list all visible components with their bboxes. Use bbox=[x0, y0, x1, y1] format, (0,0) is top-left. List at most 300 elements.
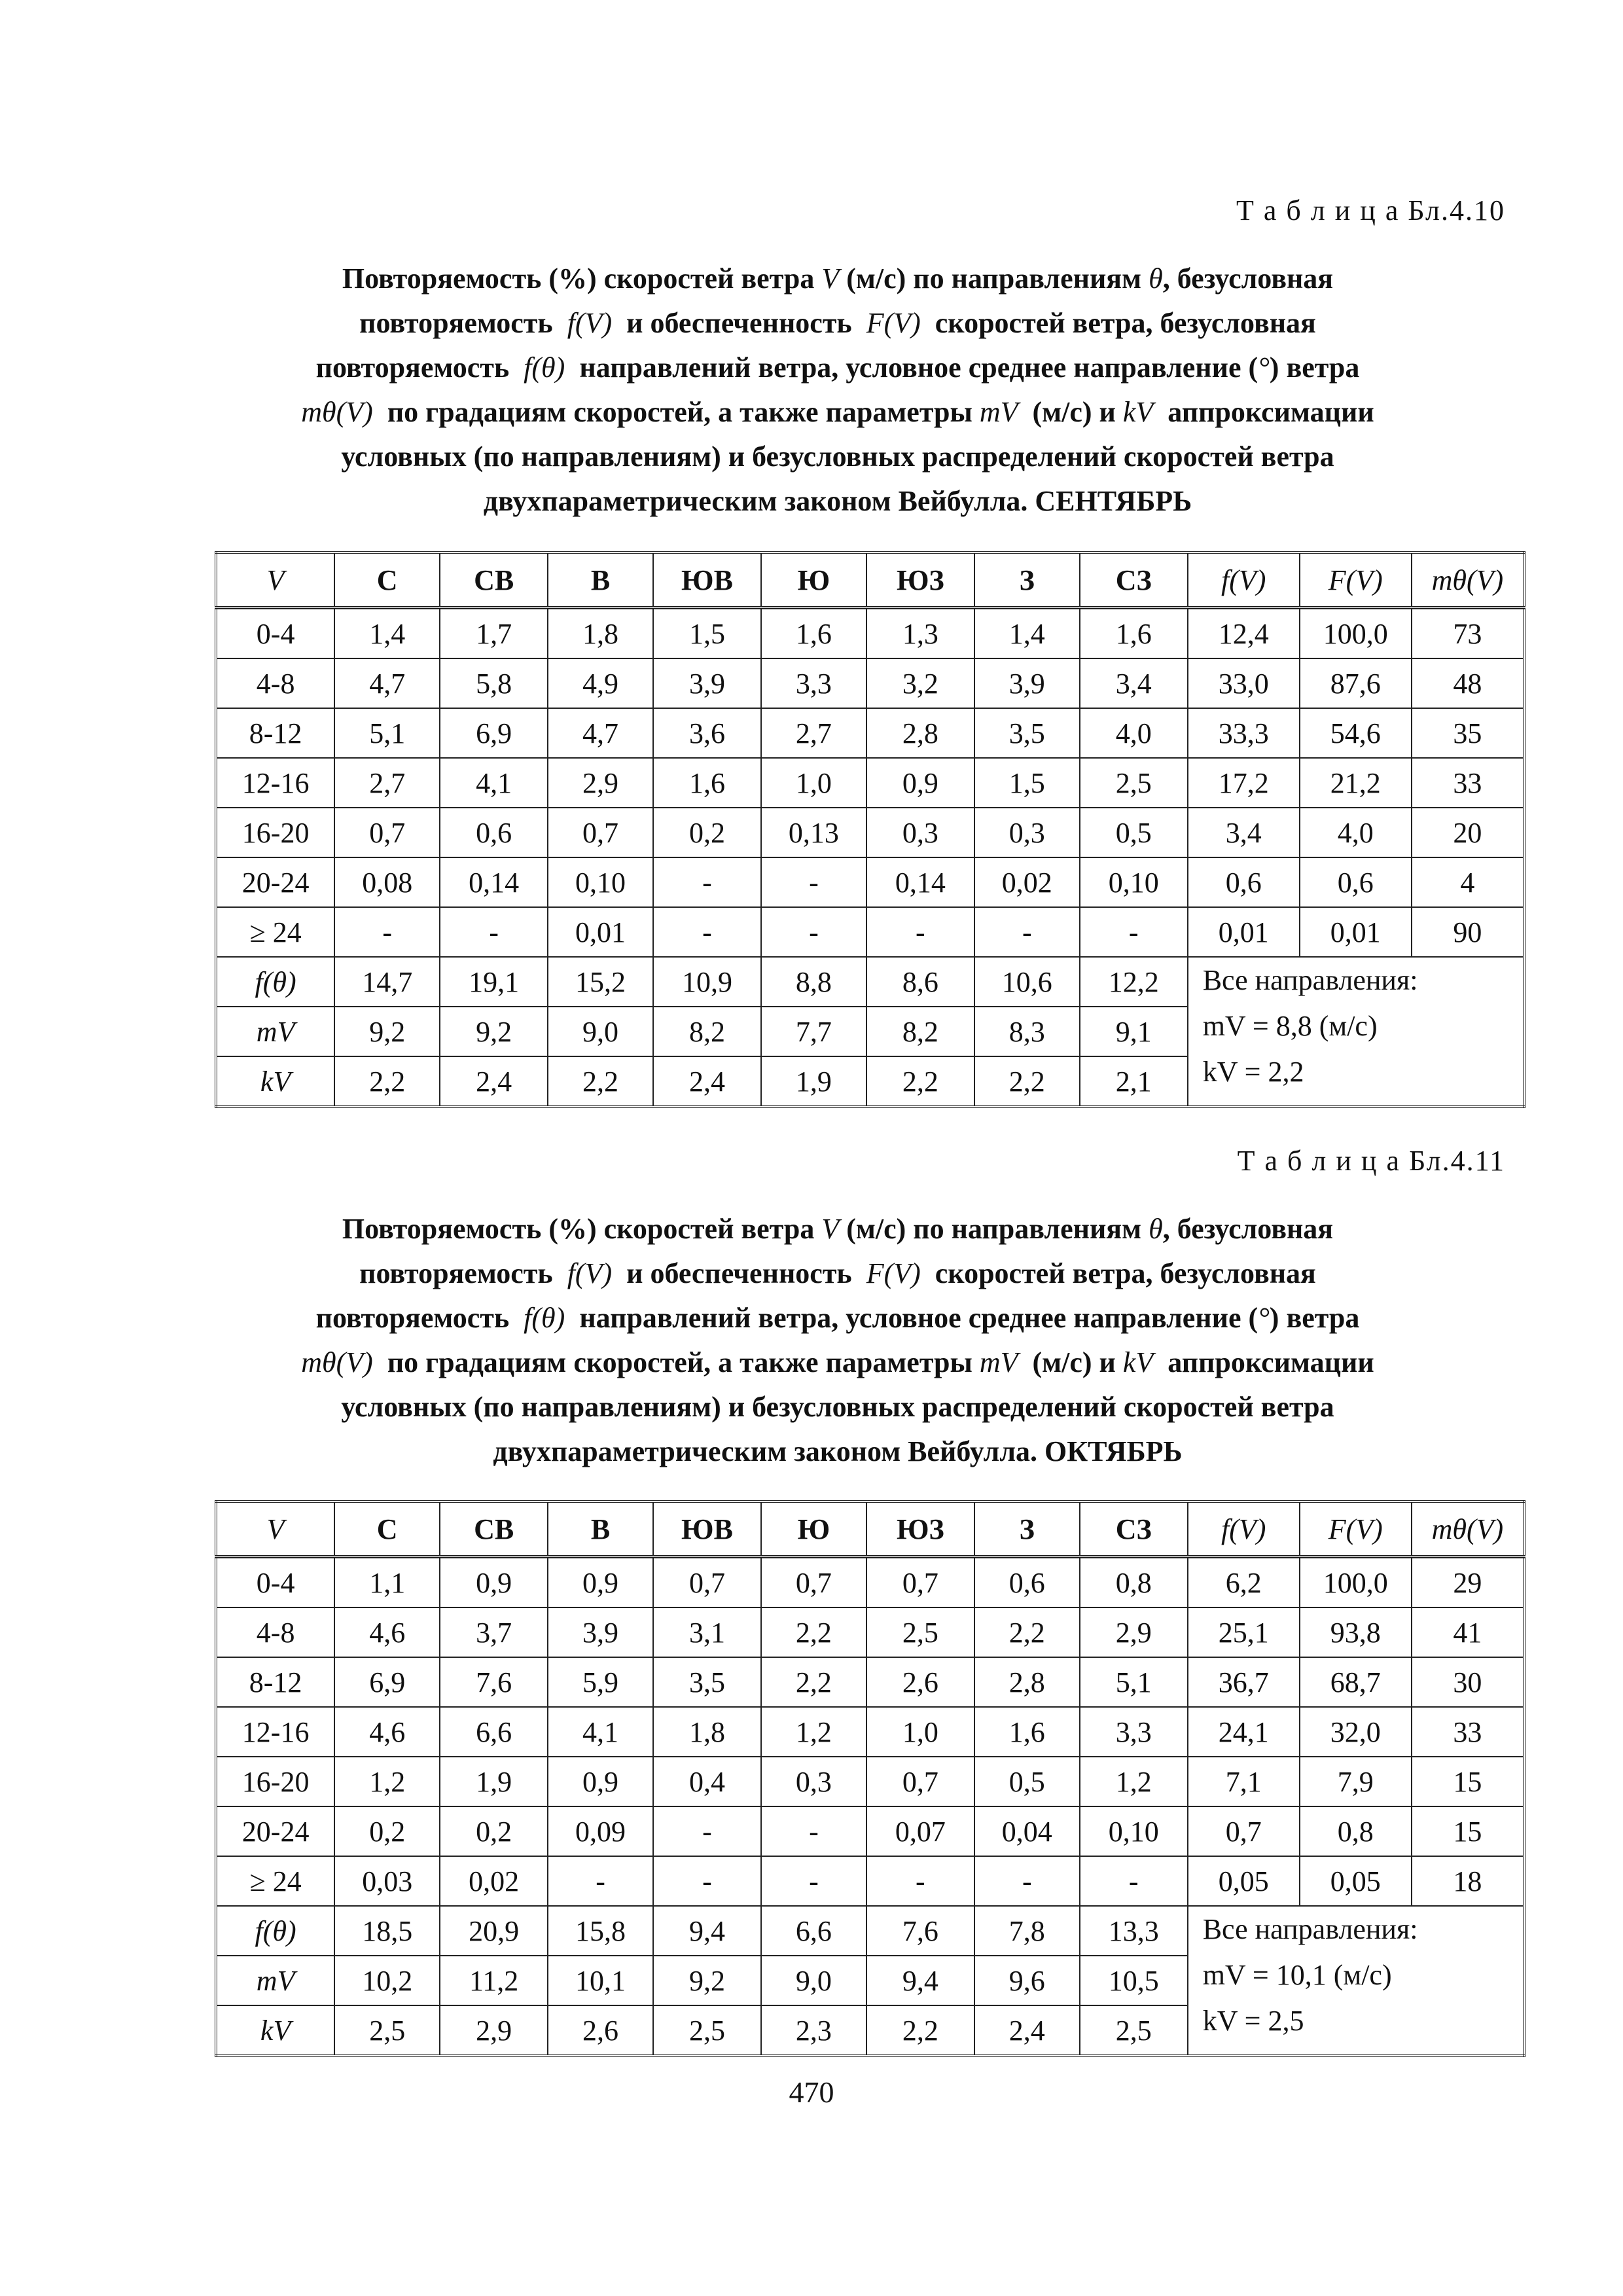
table-cell: 7,8 bbox=[974, 1906, 1080, 1956]
table-cell: 2,4 bbox=[974, 2005, 1080, 2056]
header-cell: С bbox=[334, 552, 440, 608]
table-cell: 0,08 bbox=[334, 857, 440, 907]
table-cell: 3,1 bbox=[653, 1607, 761, 1657]
table-cell: 2,1 bbox=[1080, 1056, 1188, 1107]
row-label-cell: 12-16 bbox=[216, 758, 334, 808]
table-cell: 4,0 bbox=[1080, 708, 1188, 758]
math-symbol: f(V) bbox=[567, 1257, 613, 1289]
table-cell: 0,01 bbox=[548, 907, 653, 957]
table-cell: 1,9 bbox=[761, 1056, 866, 1107]
table-cell: 0,2 bbox=[653, 808, 761, 857]
table-cell: 0,3 bbox=[866, 808, 974, 857]
table-cell: 100,0 bbox=[1300, 608, 1412, 659]
table-cell: 0,7 bbox=[866, 1557, 974, 1608]
table-cell: 0,6 bbox=[1188, 857, 1300, 907]
param-row bbox=[216, 957, 1524, 1007]
table-cell: 3,4 bbox=[1188, 808, 1300, 857]
row-label-cell: 20-24 bbox=[216, 1806, 334, 1856]
table-cell: 2,2 bbox=[334, 1056, 440, 1107]
caption-text: скоростей ветра, безусловная bbox=[935, 1257, 1316, 1289]
table-cell: 1,5 bbox=[653, 608, 761, 659]
table-cell: 1,9 bbox=[440, 1757, 548, 1806]
table-cell: 8,8 bbox=[761, 957, 866, 1007]
table-cell: 1,2 bbox=[761, 1707, 866, 1757]
table-cell: 12,2 bbox=[1080, 957, 1188, 1007]
table-cell: 8,2 bbox=[866, 1007, 974, 1056]
table-cell: 0,6 bbox=[440, 808, 548, 857]
table-cell: - bbox=[653, 1856, 761, 1906]
table-cell: 0,13 bbox=[761, 808, 866, 857]
header-cell: СВ bbox=[440, 1501, 548, 1557]
table-cell: 14,7 bbox=[334, 957, 440, 1007]
table-cell: - bbox=[653, 857, 761, 907]
table-cell: 68,7 bbox=[1300, 1657, 1412, 1707]
math-symbol: f(θ) bbox=[524, 1302, 565, 1334]
math-symbol: kV bbox=[1122, 1346, 1154, 1378]
caption-text: условных (по направлениям) и безусловных распределений скоростей ветра bbox=[341, 1391, 1334, 1423]
table-cell: 11,2 bbox=[440, 1956, 548, 2005]
summary-cell bbox=[1188, 1906, 1524, 2056]
math-symbol: mθ(V) bbox=[301, 396, 373, 428]
table-cell: 10,2 bbox=[334, 1956, 440, 2005]
param-label-cell: mV bbox=[216, 1007, 334, 1056]
table-cell: 33 bbox=[1412, 1707, 1524, 1757]
table-cell: 8,2 bbox=[653, 1007, 761, 1056]
table-cell: - bbox=[653, 907, 761, 957]
table-cell: 0,10 bbox=[1080, 857, 1188, 907]
table-cell: - bbox=[440, 907, 548, 957]
math-symbol: θ bbox=[1149, 262, 1163, 295]
table-cell: 18 bbox=[1412, 1856, 1524, 1906]
caption-text: (м/с) и bbox=[1032, 396, 1116, 428]
table-cell: 73 bbox=[1412, 608, 1524, 659]
table-cell: 19,1 bbox=[440, 957, 548, 1007]
table-cell: 1,2 bbox=[334, 1757, 440, 1806]
header-cell: СЗ bbox=[1080, 552, 1188, 608]
table-cell: 1,5 bbox=[974, 758, 1080, 808]
table-cell: 0,09 bbox=[548, 1806, 653, 1856]
header-cell: Ю bbox=[761, 552, 866, 608]
table-cell: - bbox=[1080, 1856, 1188, 1906]
table-cell: 4,6 bbox=[334, 1607, 440, 1657]
table-row bbox=[216, 1557, 1524, 1608]
table-cell: - bbox=[761, 907, 866, 957]
table-cell: 9,4 bbox=[653, 1906, 761, 1956]
table-caption bbox=[216, 257, 1459, 524]
header-cell: mθ(V) bbox=[1412, 552, 1524, 608]
table-cell: 2,4 bbox=[440, 1056, 548, 1107]
table-cell: 3,7 bbox=[440, 1607, 548, 1657]
table-cell: 0,2 bbox=[334, 1806, 440, 1856]
table-cell: 2,2 bbox=[974, 1056, 1080, 1107]
table-row bbox=[216, 1856, 1524, 1906]
table-cell: 9,2 bbox=[334, 1007, 440, 1056]
table-cell: 54,6 bbox=[1300, 708, 1412, 758]
table-cell: 4,1 bbox=[548, 1707, 653, 1757]
table-cell: 7,9 bbox=[1300, 1757, 1412, 1806]
table-cell: 2,6 bbox=[548, 2005, 653, 2056]
header-cell: ЮВ bbox=[653, 552, 761, 608]
summary-mv: mV = 10,1 (м/с) bbox=[1202, 1959, 1392, 1991]
table-row bbox=[216, 708, 1524, 758]
caption-text: и обеспеченность bbox=[626, 307, 852, 339]
table-cell: 93,8 bbox=[1300, 1607, 1412, 1657]
caption-text: (м/с) по направлениям bbox=[846, 262, 1142, 295]
math-symbol: V bbox=[821, 262, 840, 295]
header-cell: З bbox=[974, 1501, 1080, 1557]
table-cell: 4,6 bbox=[334, 1707, 440, 1757]
caption-text: условных (по направлениям) и безусловных распределений скоростей ветра bbox=[341, 440, 1334, 473]
table-cell: 2,5 bbox=[334, 2005, 440, 2056]
caption-text: направлений ветра, условное среднее направление ( bbox=[579, 1302, 1258, 1334]
table-cell: 3,4 bbox=[1080, 658, 1188, 708]
table-cell: 0,9 bbox=[440, 1557, 548, 1608]
table-cell: 9,2 bbox=[440, 1007, 548, 1056]
param-label-cell: f(θ) bbox=[216, 1906, 334, 1956]
header-row bbox=[216, 552, 1524, 608]
table-cell: 6,9 bbox=[440, 708, 548, 758]
table-cell: 2,2 bbox=[866, 1056, 974, 1107]
math-symbol: mV bbox=[979, 1346, 1018, 1378]
table-cell: 3,5 bbox=[974, 708, 1080, 758]
table-cell: 1,8 bbox=[548, 608, 653, 659]
table-cell: 1,6 bbox=[653, 758, 761, 808]
table-cell: 0,05 bbox=[1188, 1856, 1300, 1906]
table-cell: 6,6 bbox=[761, 1906, 866, 1956]
header-cell: Ю bbox=[761, 1501, 866, 1557]
table-row bbox=[216, 608, 1524, 659]
header-cell: ЮВ bbox=[653, 1501, 761, 1557]
table-cell: 0,05 bbox=[1300, 1856, 1412, 1906]
summary-title: Все направления: bbox=[1202, 964, 1418, 996]
table-row bbox=[216, 658, 1524, 708]
caption-text: двухпараметрическим законом Вейбулла. СЕНТЯБРЬ bbox=[483, 485, 1192, 517]
row-label-cell: 8-12 bbox=[216, 708, 334, 758]
table-cell: - bbox=[866, 1856, 974, 1906]
table-cell: 0,8 bbox=[1300, 1806, 1412, 1856]
table-cell: 2,7 bbox=[761, 708, 866, 758]
math-symbol: ° bbox=[1258, 1302, 1270, 1334]
table-cell: 2,9 bbox=[1080, 1607, 1188, 1657]
table-cell: 3,2 bbox=[866, 658, 974, 708]
table-cell: - bbox=[974, 907, 1080, 957]
table-cell: 9,2 bbox=[653, 1956, 761, 2005]
table-row bbox=[216, 1757, 1524, 1806]
table-cell: 8,6 bbox=[866, 957, 974, 1007]
table-row bbox=[216, 758, 1524, 808]
caption-text: (м/с) по направлениям bbox=[846, 1213, 1142, 1245]
table-cell: 0,10 bbox=[548, 857, 653, 907]
table-cell: - bbox=[761, 1806, 866, 1856]
table-cell: 5,1 bbox=[1080, 1657, 1188, 1707]
table-cell: 7,6 bbox=[866, 1906, 974, 1956]
table-cell: 17,2 bbox=[1188, 758, 1300, 808]
table-cell: 20,9 bbox=[440, 1906, 548, 1956]
row-label-cell: 4-8 bbox=[216, 1607, 334, 1657]
table-cell: - bbox=[974, 1856, 1080, 1906]
row-label-cell: 16-20 bbox=[216, 1757, 334, 1806]
summary-kv: kV = 2,2 bbox=[1202, 1056, 1304, 1088]
table-cell: 2,5 bbox=[1080, 2005, 1188, 2056]
table-cell: 2,7 bbox=[334, 758, 440, 808]
table-cell: 0,5 bbox=[974, 1757, 1080, 1806]
table-cell: 4 bbox=[1412, 857, 1524, 907]
caption-text: и обеспеченность bbox=[626, 1257, 852, 1289]
math-symbol: f(V) bbox=[567, 307, 613, 339]
table-cell: 0,9 bbox=[866, 758, 974, 808]
table-cell: 9,6 bbox=[974, 1956, 1080, 2005]
table-cell: 0,01 bbox=[1300, 907, 1412, 957]
caption-text: повторяемость bbox=[359, 1257, 553, 1289]
table-cell: 0,02 bbox=[440, 1856, 548, 1906]
table-cell: 2,3 bbox=[761, 2005, 866, 2056]
table-cell: 9,1 bbox=[1080, 1007, 1188, 1056]
header-cell: З bbox=[974, 552, 1080, 608]
table-cell: 3,5 bbox=[653, 1657, 761, 1707]
table-cell: 4,1 bbox=[440, 758, 548, 808]
table-cell: 9,0 bbox=[548, 1007, 653, 1056]
table-cell: 2,5 bbox=[866, 1607, 974, 1657]
table-cell: 2,5 bbox=[1080, 758, 1188, 808]
table-cell: 1,6 bbox=[761, 608, 866, 659]
table-cell: 6,2 bbox=[1188, 1557, 1300, 1608]
summary-kv: kV = 2,5 bbox=[1202, 2005, 1304, 2037]
summary-title: Все направления: bbox=[1202, 1913, 1418, 1945]
table-cell: 33,3 bbox=[1188, 708, 1300, 758]
row-label-cell: 8-12 bbox=[216, 1657, 334, 1707]
caption-text: (м/с) и bbox=[1032, 1346, 1116, 1378]
table-cell: 0,9 bbox=[548, 1557, 653, 1608]
table-cell: 8,3 bbox=[974, 1007, 1080, 1056]
param-row bbox=[216, 1906, 1524, 1956]
table-cell: 10,5 bbox=[1080, 1956, 1188, 2005]
table-cell: 1,8 bbox=[653, 1707, 761, 1757]
caption-text: аппроксимации bbox=[1168, 396, 1374, 428]
table-cell: 7,6 bbox=[440, 1657, 548, 1707]
table-row bbox=[216, 1657, 1524, 1707]
table-cell: 2,8 bbox=[866, 708, 974, 758]
table-cell: 1,4 bbox=[974, 608, 1080, 659]
table-cell: 4,9 bbox=[548, 658, 653, 708]
table-cell: 0,9 bbox=[548, 1757, 653, 1806]
table-cell: 0,7 bbox=[548, 808, 653, 857]
table-cell: 100,0 bbox=[1300, 1557, 1412, 1608]
table-label: Т а б л и ц а Бл.4.11 bbox=[1237, 1145, 1505, 1177]
table-cell: - bbox=[653, 1806, 761, 1856]
table-cell: 90 bbox=[1412, 907, 1524, 957]
table-cell: 10,1 bbox=[548, 1956, 653, 2005]
math-symbol: f(θ) bbox=[524, 351, 565, 384]
table-cell: 5,8 bbox=[440, 658, 548, 708]
caption-text: ) ветра bbox=[1269, 351, 1360, 384]
table-cell: 0,7 bbox=[1188, 1806, 1300, 1856]
table-cell: 9,0 bbox=[761, 1956, 866, 2005]
table-label: Т а б л и ц а Бл.4.10 bbox=[1236, 194, 1505, 226]
table-cell: 2,4 bbox=[653, 1056, 761, 1107]
caption-text: скоростей ветра, безусловная bbox=[935, 307, 1316, 339]
header-cell: f(V) bbox=[1188, 552, 1300, 608]
table-cell: 0,5 bbox=[1080, 808, 1188, 857]
table-cell: 7,7 bbox=[761, 1007, 866, 1056]
caption-text: двухпараметрическим законом Вейбулла. ОКТЯБРЬ bbox=[493, 1435, 1183, 1467]
table-cell: 0,03 bbox=[334, 1856, 440, 1906]
table-cell: 2,9 bbox=[548, 758, 653, 808]
table-cell: - bbox=[866, 907, 974, 957]
table-cell: 2,2 bbox=[866, 2005, 974, 2056]
table-cell: 0,7 bbox=[334, 808, 440, 857]
header-cell: V bbox=[216, 552, 334, 608]
table-cell: 4,7 bbox=[334, 658, 440, 708]
table-cell: 87,6 bbox=[1300, 658, 1412, 708]
table-cell: 3,3 bbox=[761, 658, 866, 708]
math-symbol: kV bbox=[1122, 396, 1154, 428]
row-label-cell: 12-16 bbox=[216, 1707, 334, 1757]
row-label-cell: 16-20 bbox=[216, 808, 334, 857]
header-cell: СЗ bbox=[1080, 1501, 1188, 1557]
table-cell: 3,6 bbox=[653, 708, 761, 758]
math-symbol: V bbox=[821, 1213, 840, 1245]
table-cell: 33 bbox=[1412, 758, 1524, 808]
header-cell: V bbox=[216, 1501, 334, 1557]
table-cell: - bbox=[1080, 907, 1188, 957]
caption-text: Повторяемость (%) скоростей ветра bbox=[342, 1213, 815, 1245]
table-cell: 3,3 bbox=[1080, 1707, 1188, 1757]
caption-text: аппроксимации bbox=[1168, 1346, 1374, 1378]
table-cell: 0,6 bbox=[974, 1557, 1080, 1608]
math-symbol: θ bbox=[1149, 1213, 1163, 1245]
header-cell: F(V) bbox=[1300, 1501, 1412, 1557]
table-cell: 0,6 bbox=[1300, 857, 1412, 907]
table-row bbox=[216, 1707, 1524, 1757]
table-cell: 1,0 bbox=[866, 1707, 974, 1757]
table-cell: 1,3 bbox=[866, 608, 974, 659]
table-cell: 0,10 bbox=[1080, 1806, 1188, 1856]
table-row bbox=[216, 857, 1524, 907]
table-cell: 10,9 bbox=[653, 957, 761, 1007]
table-cell: 9,4 bbox=[866, 1956, 974, 2005]
table-cell: 41 bbox=[1412, 1607, 1524, 1657]
header-row bbox=[216, 1501, 1524, 1557]
table-cell: 1,6 bbox=[974, 1707, 1080, 1757]
header-cell: F(V) bbox=[1300, 552, 1412, 608]
table-cell: 29 bbox=[1412, 1557, 1524, 1608]
table-cell: 2,2 bbox=[548, 1056, 653, 1107]
math-symbol: mθ(V) bbox=[301, 1346, 373, 1378]
table-cell: 6,9 bbox=[334, 1657, 440, 1707]
table-cell: 0,01 bbox=[1188, 907, 1300, 957]
row-label-cell: 4-8 bbox=[216, 658, 334, 708]
table-cell: 0,02 bbox=[974, 857, 1080, 907]
table-cell: 2,6 bbox=[866, 1657, 974, 1707]
table-cell: 12,4 bbox=[1188, 608, 1300, 659]
caption-text: ) ветра bbox=[1269, 1302, 1360, 1334]
table-cell: 25,1 bbox=[1188, 1607, 1300, 1657]
table-cell: 0,14 bbox=[440, 857, 548, 907]
header-cell: f(V) bbox=[1188, 1501, 1300, 1557]
caption-text: направлений ветра, условное среднее направление ( bbox=[579, 351, 1258, 384]
row-label-cell: 20-24 bbox=[216, 857, 334, 907]
table-cell: 36,7 bbox=[1188, 1657, 1300, 1707]
table-cell: 4,7 bbox=[548, 708, 653, 758]
table-cell: 20 bbox=[1412, 808, 1524, 857]
table-body bbox=[216, 608, 1524, 1107]
table-cell: - bbox=[548, 1856, 653, 1906]
header-cell: В bbox=[548, 552, 653, 608]
caption-text: по градациям скоростей, а также параметры bbox=[387, 396, 972, 428]
table-cell: 0,7 bbox=[653, 1557, 761, 1608]
row-label-cell: ≥ 24 bbox=[216, 1856, 334, 1906]
table-cell: 5,1 bbox=[334, 708, 440, 758]
table-cell: 18,5 bbox=[334, 1906, 440, 1956]
table-cell: 5,9 bbox=[548, 1657, 653, 1707]
caption-text: повторяемость bbox=[315, 351, 510, 384]
table-cell: 32,0 bbox=[1300, 1707, 1412, 1757]
table-row bbox=[216, 1607, 1524, 1657]
summary-cell bbox=[1188, 957, 1524, 1107]
table-cell: 15,8 bbox=[548, 1906, 653, 1956]
table-cell: 10,6 bbox=[974, 957, 1080, 1007]
header-cell: В bbox=[548, 1501, 653, 1557]
table-cell: 21,2 bbox=[1300, 758, 1412, 808]
table-cell: 1,4 bbox=[334, 608, 440, 659]
header-cell: СВ bbox=[440, 552, 548, 608]
table-cell: 1,6 bbox=[1080, 608, 1188, 659]
table-cell: 0,4 bbox=[653, 1757, 761, 1806]
table-row bbox=[216, 907, 1524, 957]
table-cell: 1,1 bbox=[334, 1557, 440, 1608]
table-cell: 35 bbox=[1412, 708, 1524, 758]
table-cell: 2,2 bbox=[974, 1607, 1080, 1657]
table-cell: 2,9 bbox=[440, 2005, 548, 2056]
table-cell: 1,2 bbox=[1080, 1757, 1188, 1806]
table-cell: - bbox=[761, 1856, 866, 1906]
table-cell: 1,7 bbox=[440, 608, 548, 659]
wind-table-september bbox=[215, 551, 1525, 1108]
table-cell: - bbox=[761, 857, 866, 907]
table-cell: 6,6 bbox=[440, 1707, 548, 1757]
table-cell: 7,1 bbox=[1188, 1757, 1300, 1806]
caption-text: Повторяемость (%) скоростей ветра bbox=[342, 262, 815, 295]
table-body bbox=[216, 1557, 1524, 2056]
header-cell: С bbox=[334, 1501, 440, 1557]
table-row bbox=[216, 808, 1524, 857]
math-symbol: F(V) bbox=[866, 1257, 921, 1289]
table-cell: 0,8 bbox=[1080, 1557, 1188, 1608]
caption-text: повторяемость bbox=[315, 1302, 510, 1334]
caption-text: повторяемость bbox=[359, 307, 553, 339]
row-label-cell: ≥ 24 bbox=[216, 907, 334, 957]
table-cell: 0,14 bbox=[866, 857, 974, 907]
table-cell: 0,2 bbox=[440, 1806, 548, 1856]
param-label-cell: kV bbox=[216, 2005, 334, 2056]
summary-mv: mV = 8,8 (м/с) bbox=[1202, 1010, 1378, 1042]
table-cell: 30 bbox=[1412, 1657, 1524, 1707]
table-cell: 0,3 bbox=[761, 1757, 866, 1806]
table-cell: 48 bbox=[1412, 658, 1524, 708]
wind-table-october bbox=[215, 1500, 1525, 2057]
caption-text: , безусловная bbox=[1162, 1213, 1334, 1245]
param-label-cell: mV bbox=[216, 1956, 334, 2005]
table-cell: 33,0 bbox=[1188, 658, 1300, 708]
table-cell: 13,3 bbox=[1080, 1906, 1188, 1956]
header-cell: ЮЗ bbox=[866, 552, 974, 608]
table-cell: 4,0 bbox=[1300, 808, 1412, 857]
table-cell: 2,2 bbox=[761, 1657, 866, 1707]
table-cell: 15 bbox=[1412, 1806, 1524, 1856]
param-label-cell: kV bbox=[216, 1056, 334, 1107]
table-row bbox=[216, 1806, 1524, 1856]
table-cell: 0,7 bbox=[761, 1557, 866, 1608]
